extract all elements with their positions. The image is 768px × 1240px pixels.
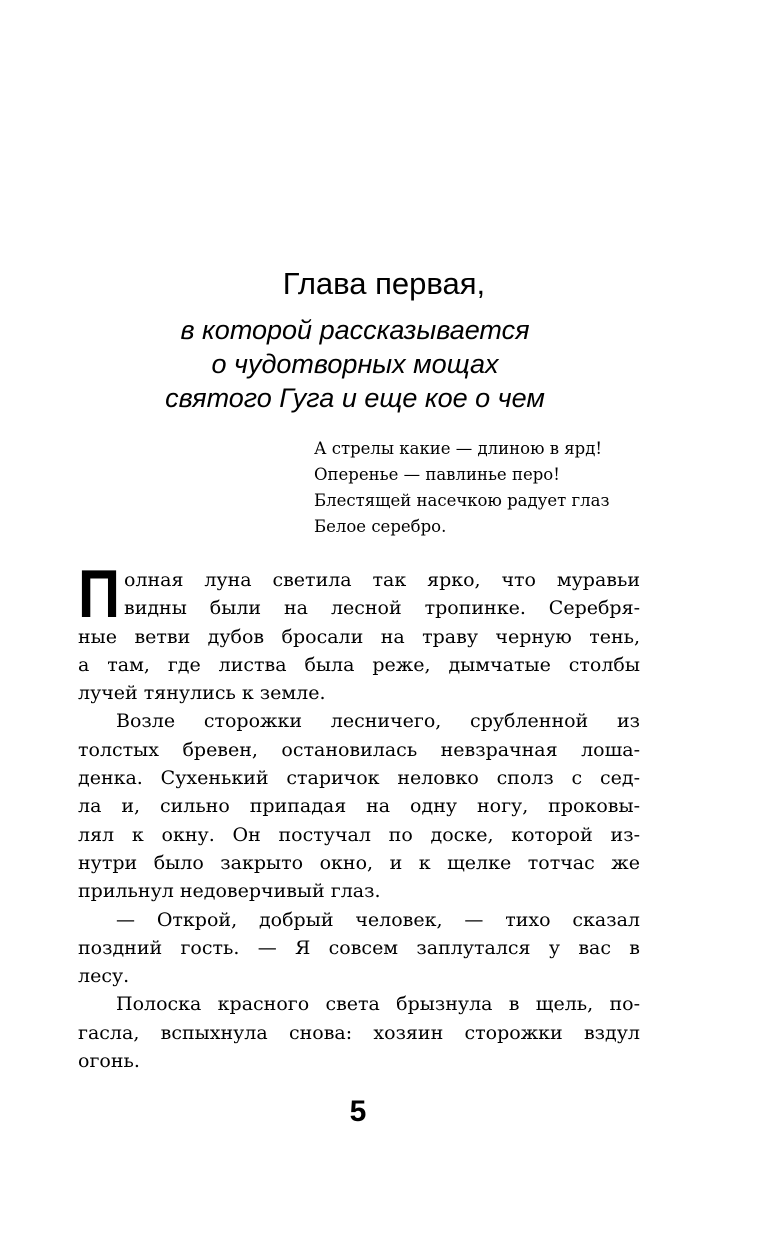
epigraph-line: Блестящей насечкою радует глаз — [314, 491, 610, 510]
text-line: ные ветви дубов бросали на траву черную тень, — [78, 625, 640, 648]
chapter-title: Глава первая, — [282, 266, 486, 301]
text-line: Полоска красного света брызнула в щель, по- — [116, 993, 640, 1016]
text-line: толстых бревен, остановилась невзрачная лоша- — [78, 738, 640, 761]
text-line: — Открой, добрый человек, — тихо сказал — [116, 908, 640, 931]
text-line: олная луна светила так ярко, что муравьи — [124, 569, 640, 591]
epigraph-line: Оперенье — павлинье перо! — [314, 465, 560, 484]
subtitle-line: в которой рассказывается — [180, 315, 530, 345]
text-line: гасла, вспыхнула снова: хозяин сторожки вздул — [78, 1021, 640, 1044]
text-line: нутри было закрыто окно, и к щелке тотчас же — [78, 851, 640, 874]
text-line: видны были на лесной тропинке. Серебря- — [124, 597, 640, 620]
subtitle-line: о чудотворных мощах — [211, 349, 499, 379]
text-line: огонь. — [78, 1050, 140, 1073]
text-line: прильнул недоверчивый глаз. — [78, 880, 381, 903]
text-line: поздний гость. — Я совсем заплутался у вас в — [78, 936, 640, 959]
chapter-subtitle — [0, 313, 710, 415]
page-number: 5 — [349, 1095, 367, 1128]
body-text — [78, 556, 640, 1075]
text-line: денка. Сухенький старичок неловко сполз с сед- — [78, 767, 640, 790]
subtitle-line: святого Гуга и еще кое о чем — [165, 383, 545, 413]
text-line: Возле сторожки лесничего, срубленной из — [116, 710, 640, 733]
text-line: лучей тянулись к земле. — [78, 682, 326, 705]
text-line: а там, где листва была реже, дымчатые столбы — [78, 653, 640, 676]
drop-cap: П — [78, 556, 121, 632]
epigraph-line: А стрелы какие — длиною в ярд! — [314, 439, 602, 458]
text-line: лял к окну. Он постучал по доске, которой из- — [78, 823, 640, 846]
epigraph — [314, 436, 674, 540]
text-line: ла и, сильно припадая на одну ногу, проковы- — [78, 795, 640, 818]
epigraph-line: Белое серебро. — [314, 517, 447, 536]
text-line: лесу. — [78, 965, 130, 988]
